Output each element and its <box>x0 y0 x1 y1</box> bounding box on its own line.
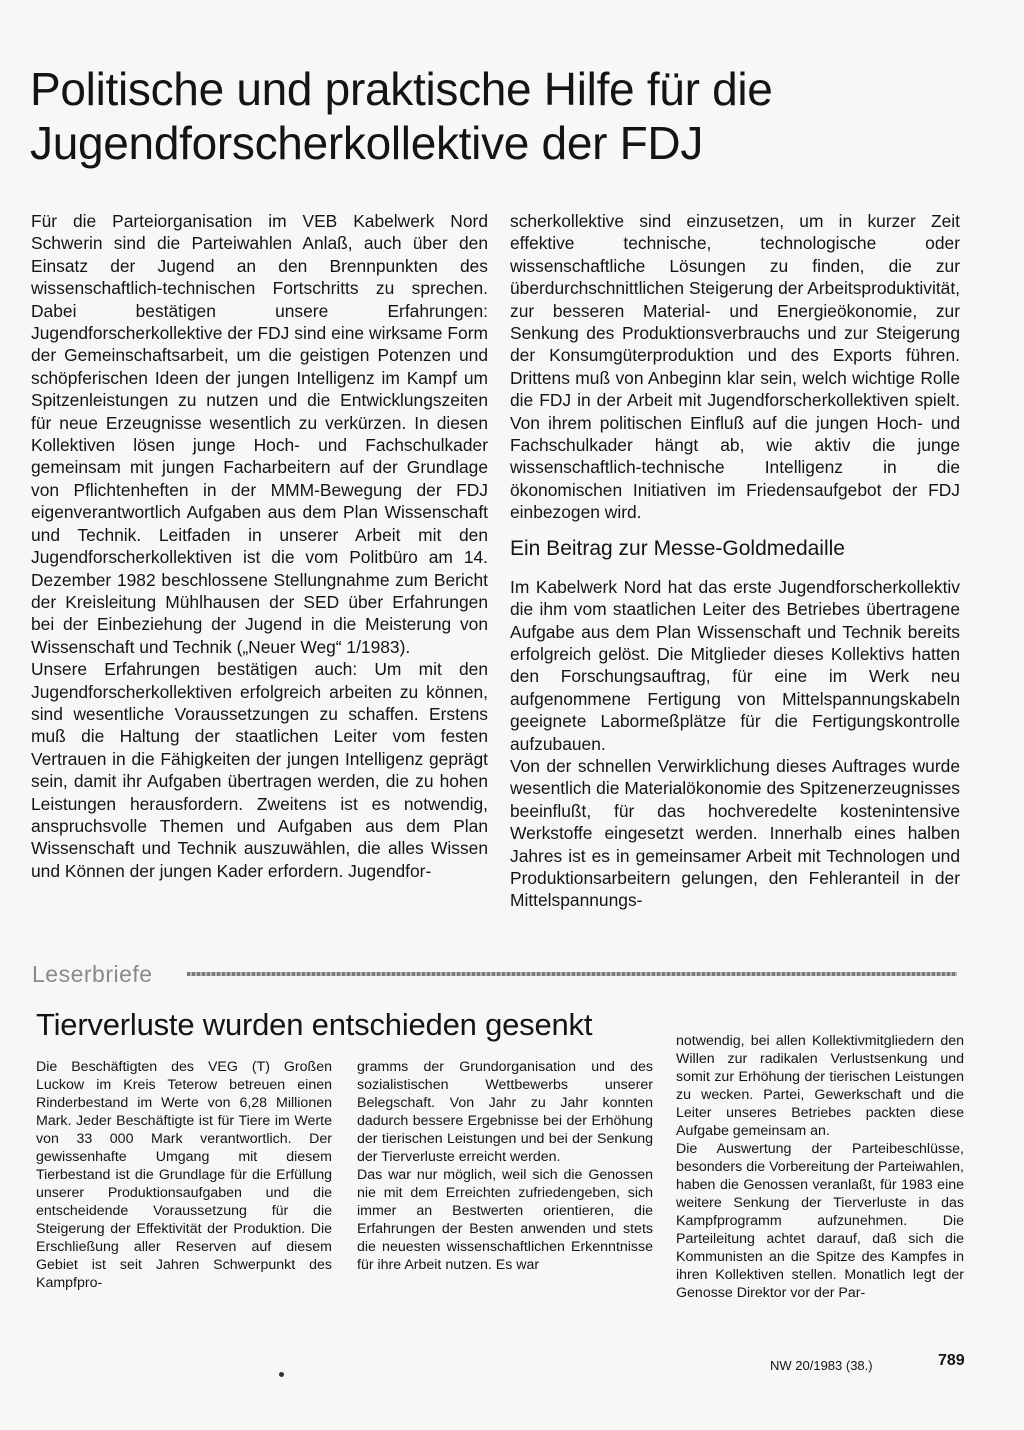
letter-title: Tierverluste wurden entschieden gesenkt <box>36 1007 593 1042</box>
section-divider <box>187 972 957 976</box>
article-right-column <box>510 210 960 912</box>
paragraph: notwendig, bei allen Kollektivmitgliedern den Willen zur radikalen Verlustsenkung und somit zur Erhöhung der tierischen Leistungen zu wecken. Partei, Gewerkschaft und die Leiter unseres Betriebes packten diese Aufgabe gemeinsam an. <box>676 1033 964 1139</box>
page-number: 789 <box>938 1352 965 1369</box>
letter-column-3 <box>676 1032 964 1302</box>
paragraph: gramms der Grundorganisation und des sozialistischen Wettbewerbs unserer Belegschaft. Von Jahr zu Jahr konnten dadurch bessere Ergebnisse bei der Erhöhung der tierischen Leistungen und bei der Senkung der Tierverluste erreicht werden. <box>357 1059 653 1165</box>
paragraph: Das war nur möglich, weil sich die Genossen nie mit dem Erreichten zufriedengeben, sich immer an Bestwerten orientieren, die Erfahrungen der Besten anwenden und stets die neuesten wissenschaftlichen Erkenntnisse für ihre Arbeit nutzen. Es war <box>357 1167 653 1273</box>
article-title: Politische und praktische Hilfe für die Jugendforscherkollektive der FDJ <box>30 63 773 169</box>
section-label-leserbriefe: Leserbriefe <box>32 961 153 987</box>
paragraph: scherkollektive sind einzusetzen, um in kurzer Zeit effektive technische, technologische oder wissenschaftliche Lösungen zu finden, die zur überdurchschnittlichen Steigerung der Arbeitsproduktivität, zur besseren Material- und Energieökonomie, zur Senkung des Produktionsverbrauchs und zur Steigerung der Konsumgüterproduktion und des Exports führen. Drittens muß von Anbeginn klar sein, welch wichtige Rolle die FDJ in der Arbeit mit Jugendforscherkollektiven spielt. Von ihrem politischen Einfluß auf die jungen Hoch- und Fachschulkader hängt ab, wie aktiv die junge wissenschaftlich-technische Intelligenz in die ökonomischen Initiativen im Friedensaufgebot der FDJ einbezogen wird. <box>510 211 960 523</box>
print-speck <box>279 1372 284 1377</box>
paragraph: Die Auswertung der Parteibeschlüsse, besonders die Vorbereitung der Parteiwahlen, haben die Genossen veranlaßt, für 1983 eine weitere Senkung der Tierverluste in das Kampfprogramm aufzunehmen. Die Parteileitung achtet darauf, daß sich die Kommunisten an die Spitze des Kampfes in ihren Kollektiven stellen. Monatlich legt der Genosse Direktor vor der Par- <box>676 1141 964 1301</box>
paragraph: Im Kabelwerk Nord hat das erste Jugendforscherkollektiv die ihm vom staatlichen Leiter des Betriebes übertragene Aufgabe aus dem Plan Wissenschaft und Technik bereits erfolgreich gelöst. Die Mitglieder dieses Kollektivs hatten den Forschungsauftrag, für eine im Werk neu aufgenommene Fertigung von Mittelspannungskabeln geeignete Labormeßplätze für die Fertigungskontrolle aufzubauen. <box>510 576 960 754</box>
paragraph: Die Beschäftigten des VEG (T) Großen Luckow im Kreis Teterow betreuen einen Rinderbestand im Werte von 6,28 Millionen Mark. Jeder Beschäftigte ist für Tiere im Werte von 33 000 Mark verantwortlich. Der gewissenhafte Umgang mit diesem Tierbestand ist die Grundlage für die Erfüllung unserer Produktionsaufgaben und die entscheidende Voraussetzung für die Steigerung der Effektivität der Produktion. Die Erschließung aller Reserven auf diesem Gebiet ist seit Jahren Schwerpunkt des Kampfpro- <box>36 1059 332 1291</box>
paragraph: Von der schnellen Verwirklichung dieses Auftrages wurde wesentlich die Materialökonomie des Spitzenerzeugnisses beeinflußt, für das hochveredelte kostenintensive Werkstoffe eingesetzt werden. Innerhalb eines halben Jahres ist es in gemeinsamer Arbeit mit Technologen und Produktionsarbeitern gelungen, den Fehleranteil in der Mittelspannungs- <box>510 755 960 911</box>
paragraph: Unsere Erfahrungen bestätigen auch: Um mit den Jugendforscherkollektiven erfolgreich arbeiten zu können, sind wesentliche Voraussetzungen zu schaffen. Erstens muß die Haltung der staatlichen Leiter vom festen Vertrauen in die Fähigkeiten der jungen Intelligenz geprägt sein, damit ihr Aufgaben übertragen werden, die zu hohen Leistungen herausfordern. Zweitens ist es notwendig, anspruchsvolle Themen und Aufgaben aus dem Plan Wissenschaft und Technik auszuwählen, die alles Wissen und Können der jungen Kader erfordern. Jugendfor- <box>31 659 488 881</box>
article-left-column <box>31 210 488 882</box>
letter-column-2 <box>357 1058 653 1274</box>
issue-reference: NW 20/1983 (38.) <box>770 1358 873 1373</box>
article-subheading: Ein Beitrag zur Messe-Goldmedaille <box>510 536 845 560</box>
paragraph: Für die Parteiorganisation im VEB Kabelwerk Nord Schwerin sind die Parteiwahlen Anlaß, auch über den Einsatz der Jugend an den Brennpunkten des wissenschaftlich-technischen Fortschritts zu sprechen. Dabei bestätigen unsere Erfahrungen: Jugendforscherkollektive der FDJ sind eine wirksame Form der Gemeinschaftsarbeit, um die geistigen Potenzen und schöpferischen Ideen der jungen Intelligenz im Kampf um Spitzenleistungen zu nutzen und die Entwicklungszeiten für neue Erzeugnisse wesentlich zu verkürzen. In diesen Kollektiven lösen junge Hoch- und Fachschulkader gemeinsam mit jungen Facharbeitern auf der Grundlage von Pflichtenheften in der MMM-Bewegung der FDJ eigenverantwortlich Aufgaben aus dem Plan Wissenschaft und Technik. Leitfaden in unserer Arbeit mit den Jugendforscherkollektiven ist die vom Politbüro am 14. Dezember 1982 beschlossene Stellungnahme zum Bericht der Kreisleitung Mühlhausen der SED über Erfahrungen bei der Einbeziehung der Jugend in die Meisterung von Wissenschaft und Technik („Neuer Weg“ 1/1983). <box>31 211 488 657</box>
letter-column-1 <box>36 1058 332 1292</box>
